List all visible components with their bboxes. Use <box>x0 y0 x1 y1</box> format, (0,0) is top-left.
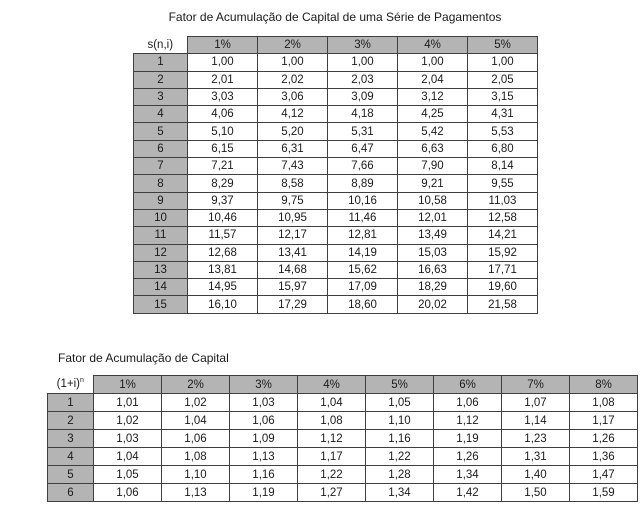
rate-column-header: 3% <box>230 376 298 394</box>
factor-value-cell: 4,18 <box>328 106 398 123</box>
factor-value-cell: 1,26 <box>570 430 638 448</box>
factor-value-cell: 6,47 <box>328 140 398 157</box>
factor-value-cell: 17,71 <box>468 261 538 278</box>
series-table-header <box>134 37 538 54</box>
factor-value-cell: 1,06 <box>162 430 230 448</box>
series-payments-table-section <box>133 10 537 314</box>
factor-value-cell: 1,02 <box>162 394 230 412</box>
period-row-header: 6 <box>134 140 188 157</box>
factor-value-cell: 14,21 <box>468 227 538 244</box>
table-row <box>134 209 538 226</box>
factor-value-cell: 17,09 <box>328 279 398 296</box>
header-row <box>48 376 638 394</box>
factor-value-cell: 1,42 <box>434 484 502 502</box>
factor-value-cell: 1,26 <box>434 448 502 466</box>
factor-value-cell: 5,20 <box>258 123 328 140</box>
period-row-header: 1 <box>48 394 94 412</box>
factor-value-cell: 8,89 <box>328 175 398 192</box>
factor-value-cell: 15,92 <box>468 244 538 261</box>
rate-column-header: 8% <box>570 376 638 394</box>
table-row <box>134 192 538 209</box>
factor-value-cell: 1,16 <box>366 430 434 448</box>
factor-value-cell: 2,05 <box>468 71 538 88</box>
series-payments-table-title: Fator de Acumulação de Capital de uma Série de Pagamentos <box>168 10 502 24</box>
factor-value-cell: 12,58 <box>468 209 538 226</box>
table-row <box>48 448 638 466</box>
factor-value-cell: 1,22 <box>366 448 434 466</box>
factor-value-cell: 1,27 <box>298 484 366 502</box>
period-row-header: 11 <box>134 227 188 244</box>
factor-value-cell: 1,06 <box>230 412 298 430</box>
factor-value-cell: 14,95 <box>188 279 258 296</box>
rate-column-header: 5% <box>468 37 538 54</box>
table-row <box>134 54 538 71</box>
factor-value-cell: 5,42 <box>398 123 468 140</box>
factor-value-cell: 6,80 <box>468 140 538 157</box>
table-row <box>48 466 638 484</box>
table-row <box>134 158 538 175</box>
factor-value-cell: 2,02 <box>258 71 328 88</box>
table-row <box>134 227 538 244</box>
factor-value-cell: 19,60 <box>468 279 538 296</box>
rate-column-header: 6% <box>434 376 502 394</box>
factor-value-cell: 6,63 <box>398 140 468 157</box>
factor-value-cell: 11,46 <box>328 209 398 226</box>
factor-value-cell: 5,53 <box>468 123 538 140</box>
factor-value-cell: 10,16 <box>328 192 398 209</box>
table-row <box>134 123 538 140</box>
rate-column-header: 7% <box>502 376 570 394</box>
factor-value-cell: 1,04 <box>298 394 366 412</box>
factor-value-cell: 11,03 <box>468 192 538 209</box>
rate-column-header: 2% <box>162 376 230 394</box>
factor-value-cell: 4,25 <box>398 106 468 123</box>
factor-value-cell: 15,97 <box>258 279 328 296</box>
factor-value-cell: 21,58 <box>468 296 538 313</box>
period-row-header: 15 <box>134 296 188 313</box>
factor-value-cell: 1,09 <box>230 430 298 448</box>
table-row <box>134 140 538 157</box>
factor-value-cell: 7,66 <box>328 158 398 175</box>
factor-value-cell: 1,03 <box>94 430 162 448</box>
factor-value-cell: 1,17 <box>298 448 366 466</box>
factor-value-cell: 1,08 <box>162 448 230 466</box>
factor-value-cell: 1,34 <box>434 466 502 484</box>
factor-value-cell: 12,01 <box>398 209 468 226</box>
period-row-header: 5 <box>134 123 188 140</box>
factor-value-cell: 4,31 <box>468 106 538 123</box>
factor-value-cell: 15,62 <box>328 261 398 278</box>
period-row-header: 9 <box>134 192 188 209</box>
factor-value-cell: 8,58 <box>258 175 328 192</box>
table-row <box>134 244 538 261</box>
factor-value-cell: 1,07 <box>502 394 570 412</box>
factor-value-cell: 1,02 <box>94 412 162 430</box>
period-row-header: 7 <box>134 158 188 175</box>
factor-value-cell: 1,17 <box>570 412 638 430</box>
rate-column-header: 4% <box>398 37 468 54</box>
factor-value-cell: 1,00 <box>398 54 468 71</box>
period-row-header: 14 <box>134 279 188 296</box>
factor-value-cell: 1,59 <box>570 484 638 502</box>
period-row-header: 6 <box>48 484 94 502</box>
capital-accumulation-table-section <box>47 351 637 502</box>
rate-column-header: 3% <box>328 37 398 54</box>
factor-value-cell: 6,15 <box>188 140 258 157</box>
factor-value-cell: 10,95 <box>258 209 328 226</box>
factor-value-cell: 3,06 <box>258 88 328 105</box>
factor-value-cell: 10,58 <box>398 192 468 209</box>
factor-value-cell: 8,14 <box>468 158 538 175</box>
table-row <box>134 296 538 313</box>
factor-value-cell: 1,40 <box>502 466 570 484</box>
factor-value-cell: 3,09 <box>328 88 398 105</box>
factor-value-cell: 9,21 <box>398 175 468 192</box>
factor-value-cell: 20,02 <box>398 296 468 313</box>
factor-value-cell: 16,63 <box>398 261 468 278</box>
factor-value-cell: 1,00 <box>328 54 398 71</box>
series-payments-factor-table <box>133 36 538 314</box>
factor-value-cell: 7,43 <box>258 158 328 175</box>
capital-table-header <box>48 376 638 394</box>
factor-value-cell: 1,23 <box>502 430 570 448</box>
corner-superscript: n <box>79 377 84 385</box>
factor-value-cell: 6,31 <box>258 140 328 157</box>
factor-value-cell: 1,08 <box>298 412 366 430</box>
factor-value-cell: 1,13 <box>230 448 298 466</box>
factor-value-cell: 1,36 <box>570 448 638 466</box>
factor-value-cell: 4,12 <box>258 106 328 123</box>
period-row-header: 4 <box>134 106 188 123</box>
factor-value-cell: 15,03 <box>398 244 468 261</box>
rate-column-header: 5% <box>366 376 434 394</box>
rate-column-header: 2% <box>258 37 328 54</box>
factor-value-cell: 1,06 <box>94 484 162 502</box>
factor-value-cell: 14,68 <box>258 261 328 278</box>
factor-value-cell: 1,19 <box>230 484 298 502</box>
factor-value-cell: 1,28 <box>366 466 434 484</box>
factor-value-cell: 1,04 <box>162 412 230 430</box>
factor-value-cell: 12,17 <box>258 227 328 244</box>
factor-value-cell: 7,21 <box>188 158 258 175</box>
table-row <box>48 412 638 430</box>
period-row-header: 13 <box>134 261 188 278</box>
factor-value-cell: 16,10 <box>188 296 258 313</box>
factor-value-cell: 1,06 <box>434 394 502 412</box>
factor-value-cell: 1,00 <box>468 54 538 71</box>
rate-column-header: 1% <box>188 37 258 54</box>
factor-value-cell: 3,03 <box>188 88 258 105</box>
factor-value-cell: 1,47 <box>570 466 638 484</box>
table-row <box>48 430 638 448</box>
factor-value-cell: 11,57 <box>188 227 258 244</box>
table-row <box>134 175 538 192</box>
period-row-header: 4 <box>48 448 94 466</box>
factor-value-cell: 1,03 <box>230 394 298 412</box>
factor-value-cell: 1,19 <box>434 430 502 448</box>
factor-value-cell: 1,04 <box>94 448 162 466</box>
factor-value-cell: 5,10 <box>188 123 258 140</box>
period-row-header: 1 <box>134 54 188 71</box>
period-row-header: 2 <box>48 412 94 430</box>
factor-value-cell: 12,68 <box>188 244 258 261</box>
factor-value-cell: 1,08 <box>570 394 638 412</box>
corner-label-cell: $(1+i)^n$ <box>48 376 94 394</box>
factor-value-cell: 1,05 <box>94 466 162 484</box>
rate-column-header: 1% <box>94 376 162 394</box>
factor-value-cell: 1,22 <box>298 466 366 484</box>
factor-value-cell: 3,15 <box>468 88 538 105</box>
factor-value-cell: 18,29 <box>398 279 468 296</box>
factor-value-cell: 13,49 <box>398 227 468 244</box>
table-row <box>134 279 538 296</box>
capital-accumulation-factor-table <box>47 375 638 502</box>
factor-value-cell: 2,03 <box>328 71 398 88</box>
table-row <box>48 484 638 502</box>
factor-value-cell: 1,16 <box>230 466 298 484</box>
factor-value-cell: 14,19 <box>328 244 398 261</box>
period-row-header: 3 <box>134 88 188 105</box>
factor-value-cell: 1,50 <box>502 484 570 502</box>
factor-value-cell: 4,06 <box>188 106 258 123</box>
factor-value-cell: 9,37 <box>188 192 258 209</box>
period-row-header: 8 <box>134 175 188 192</box>
factor-value-cell: 1,31 <box>502 448 570 466</box>
factor-value-cell: 18,60 <box>328 296 398 313</box>
table-row <box>48 394 638 412</box>
series-table-body <box>134 54 538 313</box>
capital-accumulation-table-title: Fator de Acumulação de Capital <box>58 351 229 365</box>
factor-value-cell: 1,14 <box>502 412 570 430</box>
factor-value-cell: 13,81 <box>188 261 258 278</box>
factor-value-cell: 1,34 <box>366 484 434 502</box>
period-row-header: 3 <box>48 430 94 448</box>
factor-value-cell: 3,12 <box>398 88 468 105</box>
table-row <box>134 106 538 123</box>
period-row-header: 2 <box>134 71 188 88</box>
header-row <box>134 37 538 54</box>
table-row <box>134 261 538 278</box>
factor-value-cell: 2,01 <box>188 71 258 88</box>
factor-value-cell: 1,12 <box>298 430 366 448</box>
rate-column-header: 4% <box>298 376 366 394</box>
factor-value-cell: 5,31 <box>328 123 398 140</box>
table-row <box>134 88 538 105</box>
factor-value-cell: 8,29 <box>188 175 258 192</box>
factor-value-cell: 1,12 <box>434 412 502 430</box>
factor-value-cell: 1,01 <box>94 394 162 412</box>
period-row-header: 12 <box>134 244 188 261</box>
period-row-header: 10 <box>134 209 188 226</box>
factor-value-cell: 17,29 <box>258 296 328 313</box>
factor-value-cell: 1,10 <box>162 466 230 484</box>
corner-label-cell: s(n,i) <box>134 37 188 54</box>
factor-value-cell: 10,46 <box>188 209 258 226</box>
factor-value-cell: 1,13 <box>162 484 230 502</box>
factor-value-cell: 7,90 <box>398 158 468 175</box>
factor-value-cell: 1,00 <box>258 54 328 71</box>
table-row <box>134 71 538 88</box>
capital-table-body <box>48 394 638 502</box>
factor-value-cell: 13,41 <box>258 244 328 261</box>
factor-value-cell: 2,04 <box>398 71 468 88</box>
period-row-header: 5 <box>48 466 94 484</box>
factor-value-cell: 9,55 <box>468 175 538 192</box>
factor-value-cell: 12,81 <box>328 227 398 244</box>
factor-value-cell: 1,10 <box>366 412 434 430</box>
factor-value-cell: 1,05 <box>366 394 434 412</box>
factor-value-cell: 1,00 <box>188 54 258 71</box>
factor-value-cell: 9,75 <box>258 192 328 209</box>
